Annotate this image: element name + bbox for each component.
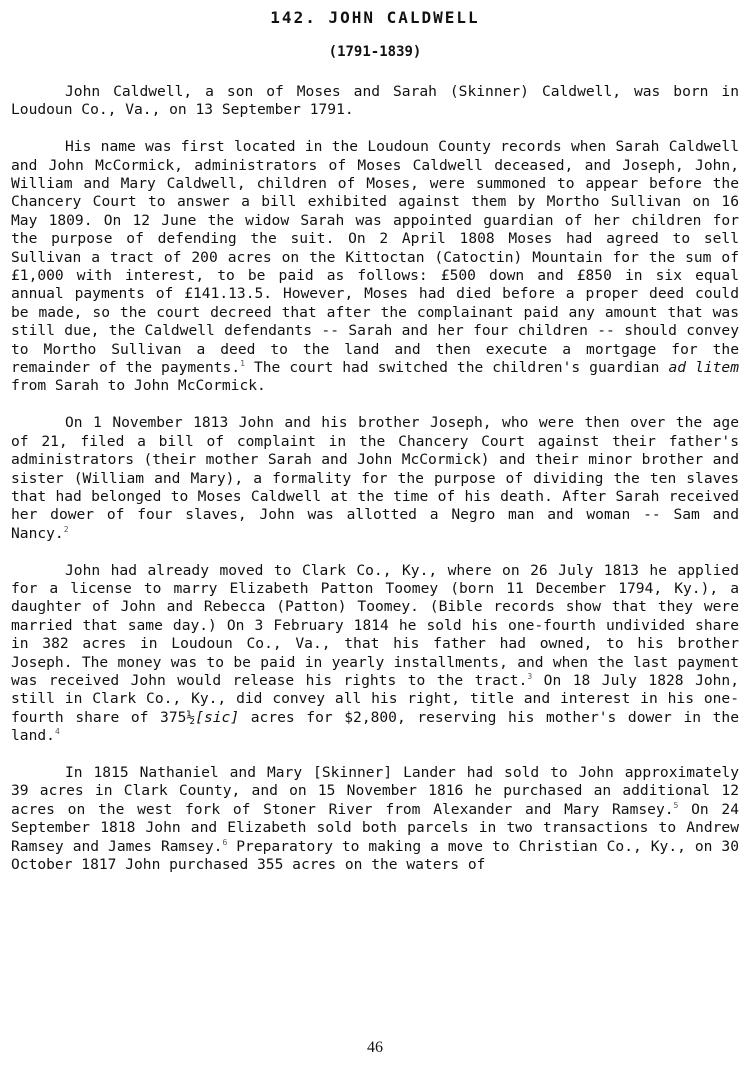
paragraph-3-text: On 1 November 1813 John and his brother Joseph, who were then over the age of 21, filed a bill of complaint in the Chancery Court against their father's administrators (their mother Sarah and John McCormick) and their minor brother and sister (William and Mary), a formality for the purpose of dividing the ten slaves that had belonged to Moses Caldwell at the time of his death. After Sarah received her dower of four slaves, John was allotted a Negro man and woman -- Sam and Nancy. — [11, 414, 739, 542]
paragraph-2-text-c: from Sarah to John McCormick. — [11, 377, 266, 395]
paragraph-1-text: John Caldwell, a son of Moses and Sarah (Skinner) Caldwell, was born in Loudoun Co., Va., on 13 September 1791. — [11, 83, 739, 119]
life-dates: (1791-1839) — [328, 44, 422, 60]
document-body — [11, 83, 739, 893]
page-number: 46 — [367, 1039, 383, 1056]
paragraph-5 — [11, 764, 739, 874]
paragraph-1 — [11, 83, 739, 120]
footnote-marker-1: 1 — [240, 359, 245, 369]
paragraph-5-text-b: On 24 September 1818 John and Elizabeth sold both parcels in two transactions to Andrew Ramsey and James Ramsey. — [11, 800, 739, 855]
footnote-marker-4: 4 — [54, 727, 60, 737]
paragraph-5-text-c: Preparatory to making a move to Christian Co., Ky., on 30 October 1817 John purchased 355 acres on the waters of — [11, 837, 739, 873]
sic-annotation: [sic] — [195, 708, 240, 726]
paragraph-5-text-a: In 1815 Nathaniel and Mary [Skinner] Lander had sold to John approximately 39 acres in Clark County, and on 15 November 1816 he purchased an additional 12 acres on the west fork of Stoner River from Alexander and Mary Ramsey. — [11, 763, 739, 818]
paragraph-4-text-a: John had already moved to Clark Co., Ky., where on 26 July 1813 he applied for a license to marry Elizabeth Patton Toomey (born 11 December 1794, Ky.), a daughter of John and Rebecca (Patton) Toomey. (Bible records show that they were married that same day.) On 3 February 1814 he sold his one-fourth undivided share in 382 acres in Loudoun Co., Va., that his father had owned, to his brother Joseph. The money was to be paid in yearly installments, and when the last payment was received John would release his rights to the tract. — [11, 561, 739, 689]
chapter-title: 142. JOHN CALDWELL — [270, 8, 480, 27]
footnote-marker-3: 3 — [527, 672, 533, 682]
footnote-marker-2: 2 — [63, 524, 69, 534]
paragraph-2 — [11, 138, 739, 396]
italic-term: ad litem — [668, 359, 739, 377]
paragraph-4-text-c: acres for $2,800, reserving his mother's dower in the land. — [11, 708, 739, 745]
footnote-marker-6: 6 — [222, 837, 228, 847]
paragraph-4-text-b: On 18 July 1828 John, still in Clark Co., Ky., did convey all his right, title and interest in his one-fourth share of 375½ — [11, 671, 739, 726]
paragraph-4 — [11, 562, 739, 746]
paragraph-2-text-a: His name was first located in the Loudoun County records when Sarah Caldwell and John McCormick, administrators of Moses Caldwell deceased, and Joseph, John, William and Mary Caldwell, children of Moses, were summoned to appear before the Chancery Court to answer a bill exhibited against them by Mortho Sullivan on 16 May 1809. On 12 June the widow Sarah was appointed guardian of her children for the purpose of defending the suit. On 2 April 1808 Moses had agreed to sell Sullivan a tract of 200 acres on the Kittoctan (Catoctin) Mountain for the sum of £1,000 with interest, to be paid as follows: £500 down and £850 in six equal annual payments of £141.13.5. However, Moses had died before a proper deed could be made, so the court decreed that after the complainant paid any amount that was still due, the Caldwell defendants -- Sarah and her four children -- should convey to Mortho Sullivan a deed to the land and then execute a mortgage for the remainder of the payments. — [11, 138, 739, 377]
footnote-marker-5: 5 — [673, 800, 679, 810]
paragraph-2-text-b: The court had switched the children's guardian — [244, 359, 669, 377]
paragraph-3 — [11, 414, 739, 543]
